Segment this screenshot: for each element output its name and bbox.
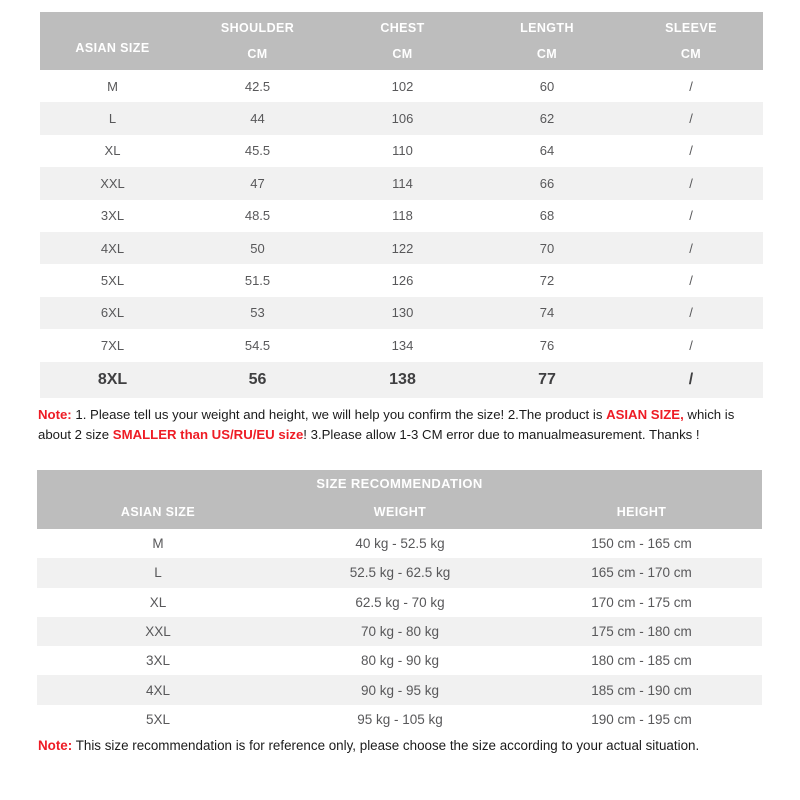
column-header-asian-size: ASIAN SIZE [37, 497, 279, 529]
cell-size: L [37, 558, 279, 587]
cell-weight: 80 kg - 90 kg [279, 646, 521, 675]
column-header-shoulder [185, 12, 330, 70]
cell-shoulder: 48.5 [185, 200, 330, 232]
column-header-sleeve [619, 12, 763, 70]
cell-size: L [40, 102, 185, 134]
cell-length: 76 [475, 329, 619, 361]
note-emphasis-smaller: SMALLER than US/RU/EU size [112, 427, 304, 443]
size-chart-body [40, 70, 763, 398]
cell-shoulder: 47 [185, 167, 330, 199]
table-row [40, 200, 763, 232]
cell-sleeve: / [619, 264, 763, 296]
column-header-chest [330, 12, 475, 70]
cell-height: 180 cm - 185 cm [521, 646, 762, 675]
size-recommendation-body [37, 529, 762, 734]
cell-height: 165 cm - 170 cm [521, 558, 762, 587]
cell-weight: 70 kg - 80 kg [279, 617, 521, 646]
column-header-unit: CM [392, 46, 413, 61]
column-header-label: CHEST [380, 21, 425, 35]
column-header-unit: CM [536, 46, 558, 61]
cell-shoulder: 56 [185, 362, 330, 398]
table-row [37, 529, 762, 558]
cell-shoulder: 53 [185, 297, 330, 329]
cell-size: XL [40, 135, 185, 167]
cell-size: 8XL [40, 362, 185, 398]
table-row [40, 102, 763, 134]
cell-sleeve: / [619, 135, 763, 167]
column-header-unit: CM [247, 46, 268, 61]
cell-size: M [40, 70, 185, 102]
cell-length: 72 [475, 264, 619, 296]
cell-chest: 134 [330, 329, 475, 361]
cell-size: XL [37, 588, 279, 617]
table-row [37, 558, 762, 587]
table-row [37, 646, 762, 675]
cell-length: 60 [475, 70, 619, 102]
cell-sleeve: / [619, 70, 763, 102]
cell-size: M [37, 529, 279, 558]
size-chart-header [40, 12, 763, 70]
cell-height: 170 cm - 175 cm [521, 588, 762, 617]
note-text: This size recommendation is for reference only, please choose the size according to your actual situation. [72, 738, 700, 753]
cell-chest: 118 [330, 200, 475, 232]
size-chart-note [38, 405, 768, 446]
cell-size: 4XL [40, 232, 185, 264]
cell-shoulder: 45.5 [185, 135, 330, 167]
table-header-row [37, 497, 762, 529]
table-row [40, 297, 763, 329]
table-row [37, 675, 762, 704]
column-header-weight: WEIGHT [279, 497, 521, 529]
cell-size: 4XL [37, 675, 279, 704]
cell-length: 66 [475, 167, 619, 199]
cell-weight: 95 kg - 105 kg [279, 705, 521, 734]
note-text-part-3: ! 3.Please allow 1-3 CM error due to manualmeasurement. Thanks ! [303, 427, 700, 443]
cell-chest: 102 [330, 70, 475, 102]
table-header-row [40, 12, 763, 70]
cell-sleeve: / [619, 102, 763, 134]
table-row [40, 70, 763, 102]
cell-size: 7XL [40, 329, 185, 361]
column-header-length [475, 12, 619, 70]
cell-size: 5XL [37, 705, 279, 734]
cell-chest: 110 [330, 135, 475, 167]
note-text-part-2: which is about 2 size [38, 407, 735, 443]
table-row [40, 329, 763, 361]
size-recommendation-header [37, 470, 762, 529]
cell-size: XXL [37, 617, 279, 646]
column-header-unit: CM [680, 46, 702, 61]
column-header-height: HEIGHT [521, 497, 762, 529]
cell-length: 70 [475, 232, 619, 264]
table-row [37, 705, 762, 734]
cell-length: 77 [475, 362, 619, 398]
cell-weight: 52.5 kg - 62.5 kg [279, 558, 521, 587]
cell-weight: 62.5 kg - 70 kg [279, 588, 521, 617]
cell-chest: 130 [330, 297, 475, 329]
table-row [37, 588, 762, 617]
column-header-asian-size [40, 12, 185, 70]
cell-shoulder: 51.5 [185, 264, 330, 296]
table-row [40, 264, 763, 296]
note-label: Note: [38, 407, 72, 422]
column-header-label: SHOULDER [220, 21, 295, 35]
cell-sleeve: / [619, 362, 763, 398]
cell-shoulder: 50 [185, 232, 330, 264]
cell-weight: 40 kg - 52.5 kg [279, 529, 521, 558]
note-label: Note: [38, 738, 73, 753]
column-header-label: SLEEVE [665, 21, 717, 35]
cell-sleeve: / [619, 200, 763, 232]
cell-height: 175 cm - 180 cm [521, 617, 762, 646]
cell-weight: 90 kg - 95 kg [279, 675, 521, 704]
cell-chest: 114 [330, 167, 475, 199]
cell-size: 5XL [40, 264, 185, 296]
cell-height: 185 cm - 190 cm [521, 675, 762, 704]
cell-length: 74 [475, 297, 619, 329]
cell-chest: 106 [330, 102, 475, 134]
column-header-label: ASIAN SIZE [75, 40, 150, 55]
recommendation-title: SIZE RECOMMENDATION [37, 470, 762, 497]
cell-sleeve: / [619, 167, 763, 199]
cell-sleeve: / [619, 232, 763, 264]
table-row [40, 135, 763, 167]
cell-size: XXL [40, 167, 185, 199]
cell-size: 6XL [40, 297, 185, 329]
cell-length: 62 [475, 102, 619, 134]
size-recommendation-table [37, 470, 762, 734]
cell-shoulder: 42.5 [185, 70, 330, 102]
cell-chest: 126 [330, 264, 475, 296]
table-title-row [37, 470, 762, 497]
cell-shoulder: 44 [185, 102, 330, 134]
cell-size: 3XL [40, 200, 185, 232]
cell-shoulder: 54.5 [185, 329, 330, 361]
cell-height: 150 cm - 165 cm [521, 529, 762, 558]
cell-chest: 138 [330, 362, 475, 398]
table-row [40, 167, 763, 199]
table-row [40, 232, 763, 264]
table-row [40, 362, 763, 398]
cell-chest: 122 [330, 232, 475, 264]
cell-size: 3XL [37, 646, 279, 675]
cell-length: 64 [475, 135, 619, 167]
column-header-label: LENGTH [520, 21, 574, 35]
cell-height: 190 cm - 195 cm [521, 705, 762, 734]
size-chart-table [40, 12, 763, 398]
cell-length: 68 [475, 200, 619, 232]
cell-sleeve: / [619, 329, 763, 361]
note-text-part-1: 1. Please tell us your weight and height, we will help you confirm the size! 2.The product is [71, 407, 607, 422]
size-recommendation-note [38, 736, 768, 757]
table-row [37, 617, 762, 646]
note-emphasis-asian-size: ASIAN SIZE, [606, 407, 684, 422]
cell-sleeve: / [619, 297, 763, 329]
